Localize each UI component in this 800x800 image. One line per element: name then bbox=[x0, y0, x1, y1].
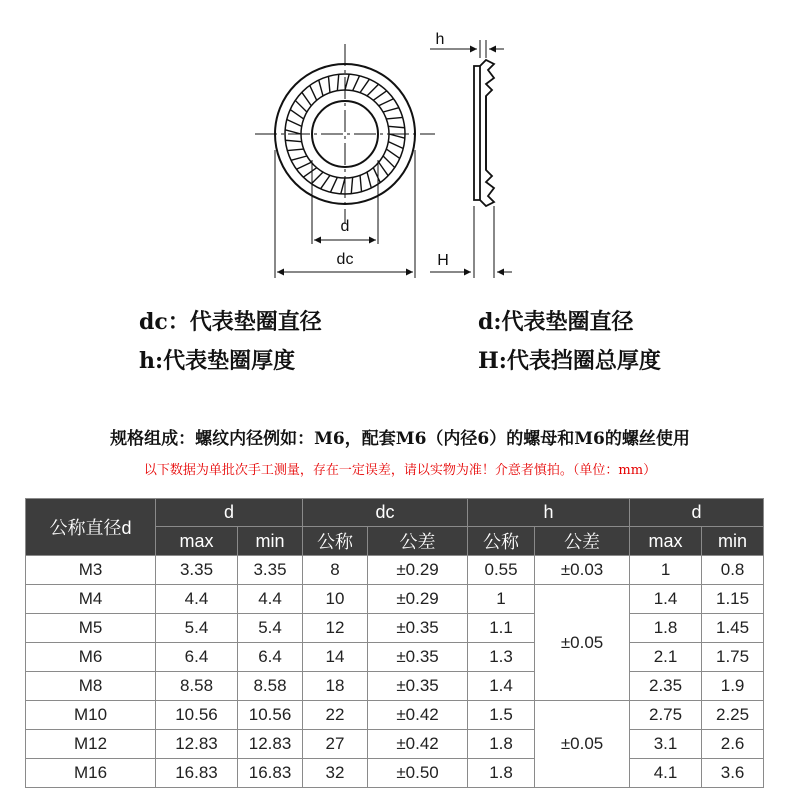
serration-line bbox=[295, 100, 307, 112]
cell-d-min: 16.83 bbox=[238, 759, 303, 788]
cell-h-tolerance: ±0.03 bbox=[535, 556, 630, 585]
cell-d2-max: 1.4 bbox=[630, 585, 702, 614]
serration-line bbox=[341, 178, 345, 194]
cell-d-max: 10.56 bbox=[156, 701, 238, 730]
dimension-label-H: H bbox=[437, 252, 449, 269]
serration-line bbox=[388, 126, 404, 127]
table-row bbox=[26, 730, 764, 759]
cell-size: M8 bbox=[26, 672, 156, 701]
serration-line bbox=[290, 110, 303, 119]
table-row bbox=[26, 672, 764, 701]
cell-d-min: 6.4 bbox=[238, 643, 303, 672]
cell-size: M16 bbox=[26, 759, 156, 788]
table-row bbox=[26, 701, 764, 730]
cell-d2-min: 3.6 bbox=[702, 759, 764, 788]
cell-h: 1.3 bbox=[468, 643, 535, 672]
cell-dc: 8 bbox=[303, 556, 368, 585]
cell-size: M3 bbox=[26, 556, 156, 585]
header-dc: dc bbox=[303, 499, 468, 527]
cell-d-min: 8.58 bbox=[238, 672, 303, 701]
table-row bbox=[26, 614, 764, 643]
cell-d2-max: 1 bbox=[630, 556, 702, 585]
header-nominal-diameter: 公称直径d bbox=[26, 499, 156, 556]
cell-dc-tolerance: ±0.35 bbox=[368, 614, 468, 643]
cell-d2-min: 2.6 bbox=[702, 730, 764, 759]
serration-line bbox=[310, 85, 317, 100]
serration-line bbox=[386, 117, 402, 118]
subheader-d-max: max bbox=[156, 527, 238, 556]
cell-h: 0.55 bbox=[468, 556, 535, 585]
cell-dc: 10 bbox=[303, 585, 368, 614]
cell-dc-tolerance: ±0.35 bbox=[368, 672, 468, 701]
cell-h: 1.4 bbox=[468, 672, 535, 701]
serration-line bbox=[353, 76, 360, 91]
legend-d: d:代表垫圈直径 bbox=[478, 309, 634, 335]
cell-h: 1.8 bbox=[468, 730, 535, 759]
serration-line bbox=[311, 172, 323, 184]
cell-d-max: 6.4 bbox=[156, 643, 238, 672]
cell-d-min: 12.83 bbox=[238, 730, 303, 759]
cell-d-min: 5.4 bbox=[238, 614, 303, 643]
cell-d2-min: 1.75 bbox=[702, 643, 764, 672]
table-row bbox=[26, 585, 764, 614]
cell-d2-max: 2.75 bbox=[630, 701, 702, 730]
cell-d2-min: 1.15 bbox=[702, 585, 764, 614]
legend-H: H:代表挡圈总厚度 bbox=[478, 348, 661, 374]
cell-d2-max: 4.1 bbox=[630, 759, 702, 788]
cell-dc: 27 bbox=[303, 730, 368, 759]
subheader-h-nominal: 公称 bbox=[468, 527, 535, 556]
serration-line bbox=[351, 177, 352, 193]
dimension-label-d: d bbox=[340, 218, 350, 235]
cell-h: 1.5 bbox=[468, 701, 535, 730]
serration-line bbox=[360, 79, 369, 92]
serration-line bbox=[302, 92, 311, 105]
cell-h-tolerance: ±0.05 bbox=[535, 701, 630, 788]
dimension-h bbox=[430, 31, 504, 58]
cell-d2-min: 1.45 bbox=[702, 614, 764, 643]
serration-line bbox=[328, 76, 329, 92]
cell-dc: 32 bbox=[303, 759, 368, 788]
cell-size: M12 bbox=[26, 730, 156, 759]
header-h: h bbox=[468, 499, 630, 527]
serration-line bbox=[367, 84, 379, 96]
cell-size: M4 bbox=[26, 585, 156, 614]
cell-dc-tolerance: ±0.35 bbox=[368, 643, 468, 672]
serration-line bbox=[285, 140, 301, 141]
subheader-dc-tolerance: 公差 bbox=[368, 527, 468, 556]
cell-d-min: 10.56 bbox=[238, 701, 303, 730]
washer-technical-drawing bbox=[0, 0, 800, 300]
cell-dc-tolerance: ±0.50 bbox=[368, 759, 468, 788]
cell-h: 1 bbox=[468, 585, 535, 614]
cell-dc: 14 bbox=[303, 643, 368, 672]
serration-line bbox=[330, 177, 337, 192]
serration-line bbox=[383, 108, 399, 112]
serration-line bbox=[291, 156, 307, 160]
serration-line bbox=[367, 172, 371, 188]
serration-line bbox=[373, 91, 386, 100]
dimension-label-h: h bbox=[435, 31, 445, 48]
table-row bbox=[26, 759, 764, 788]
cell-size: M10 bbox=[26, 701, 156, 730]
cell-dc-tolerance: ±0.42 bbox=[368, 730, 468, 759]
serration-line bbox=[383, 156, 395, 168]
cell-dc: 22 bbox=[303, 701, 368, 730]
serration-line bbox=[285, 130, 301, 134]
dimension-label-dc: dc bbox=[336, 251, 354, 268]
serration-line bbox=[319, 80, 323, 96]
subheader-h-tolerance: 公差 bbox=[535, 527, 630, 556]
cell-d-max: 5.4 bbox=[156, 614, 238, 643]
serration-line bbox=[389, 134, 405, 138]
cell-dc-tolerance: ±0.29 bbox=[368, 556, 468, 585]
cell-d2-min: 1.9 bbox=[702, 672, 764, 701]
legend-dc: dc：代表垫圈直径 bbox=[139, 309, 322, 335]
cell-d2-max: 3.1 bbox=[630, 730, 702, 759]
cell-dc-tolerance: ±0.42 bbox=[368, 701, 468, 730]
cell-d-min: 3.35 bbox=[238, 556, 303, 585]
cell-h-tolerance: ±0.05 bbox=[535, 585, 630, 701]
cell-d2-max: 1.8 bbox=[630, 614, 702, 643]
cell-h: 1.8 bbox=[468, 759, 535, 788]
subheader-dc-nominal: 公称 bbox=[303, 527, 368, 556]
subheader-d2-max: max bbox=[630, 527, 702, 556]
serration-line bbox=[345, 74, 349, 90]
header-d: d bbox=[156, 499, 303, 527]
legend-h: h:代表垫圈厚度 bbox=[139, 348, 296, 374]
subheader-d2-min: min bbox=[702, 527, 764, 556]
serration-line bbox=[373, 168, 380, 183]
spec-table bbox=[25, 498, 764, 788]
serration-line bbox=[287, 119, 302, 126]
serration-line bbox=[360, 175, 361, 191]
cell-d2-min: 0.8 bbox=[702, 556, 764, 585]
cell-d-min: 4.4 bbox=[238, 585, 303, 614]
spec-note: 以下数据为单批次手工测量，存在一定误差，请以实物为准！介意者慎拍。（单位：mm） bbox=[143, 463, 657, 478]
serration-line bbox=[386, 149, 399, 158]
serration-line bbox=[379, 99, 394, 106]
cell-d2-min: 2.25 bbox=[702, 701, 764, 730]
serration-line bbox=[303, 168, 316, 177]
serration-line bbox=[287, 149, 303, 150]
cell-d-max: 16.83 bbox=[156, 759, 238, 788]
cell-dc: 12 bbox=[303, 614, 368, 643]
serration-line bbox=[337, 74, 338, 90]
serration-line bbox=[379, 162, 388, 175]
table-row bbox=[26, 643, 764, 672]
cell-d-max: 3.35 bbox=[156, 556, 238, 585]
cell-h: 1.1 bbox=[468, 614, 535, 643]
cell-dc: 18 bbox=[303, 672, 368, 701]
cell-d-max: 12.83 bbox=[156, 730, 238, 759]
subheader-d-min: min bbox=[238, 527, 303, 556]
serration-line bbox=[388, 142, 403, 149]
cell-d-max: 4.4 bbox=[156, 585, 238, 614]
serration-line bbox=[296, 162, 311, 169]
washer-front-view bbox=[255, 44, 435, 224]
cell-size: M6 bbox=[26, 643, 156, 672]
header-d-second: d bbox=[630, 499, 764, 527]
cell-d2-max: 2.1 bbox=[630, 643, 702, 672]
dimension-H bbox=[430, 206, 512, 278]
spec-title: 规格组成：螺纹内径例如：M6，配套M6（内径6）的螺母和M6的螺丝使用 bbox=[110, 429, 690, 449]
table-row bbox=[26, 556, 764, 585]
cell-d-max: 8.58 bbox=[156, 672, 238, 701]
serration-line bbox=[321, 175, 330, 188]
washer-side-view bbox=[474, 60, 494, 206]
cell-dc-tolerance: ±0.29 bbox=[368, 585, 468, 614]
cell-size: M5 bbox=[26, 614, 156, 643]
cell-d2-max: 2.35 bbox=[630, 672, 702, 701]
